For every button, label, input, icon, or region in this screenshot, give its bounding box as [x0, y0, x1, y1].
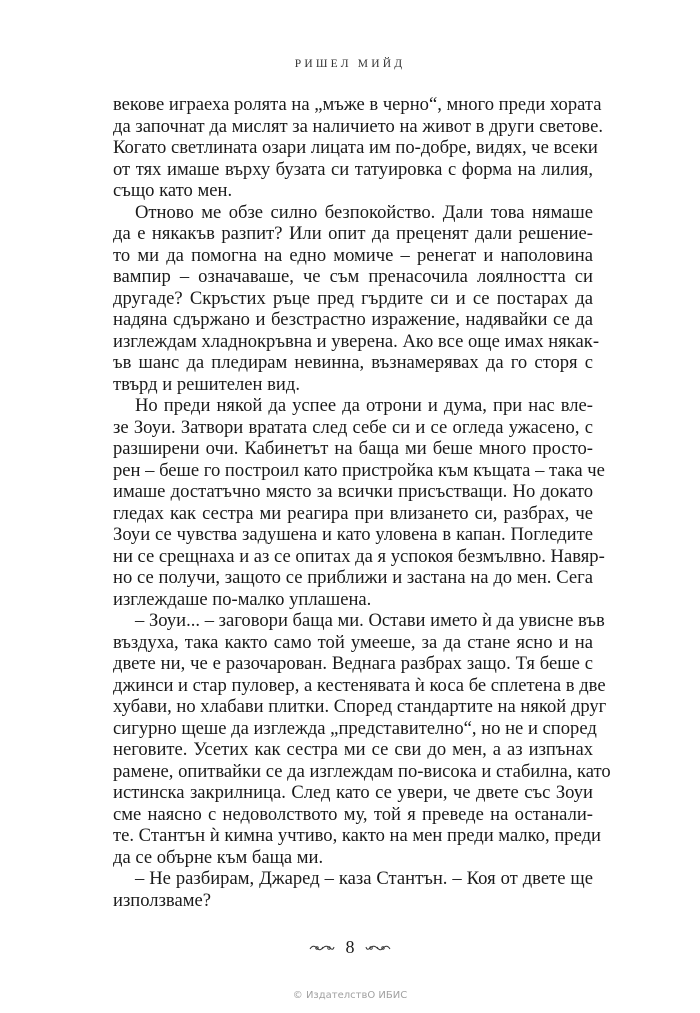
right-ornament-icon [365, 943, 391, 953]
text-line: зе Зоуи. Затвори вратата след себе си и се огледа ужасено, с [113, 416, 593, 438]
text-line: сигурно щеше да изглежда „представително“, но не и според [113, 717, 597, 739]
text-line: – Не разбирам, Джаред – каза Стантън. – Коя от двете ще [135, 868, 593, 889]
text-line: рамене, опитвайки се да изглеждам по-висока и стабилна, като [113, 760, 611, 782]
text-line: от тях имаше върху бузата си татуировка с форма на лилия, [113, 158, 593, 180]
text-line: Когато светлината озари лицата им по-добре, видях, че всеки [113, 137, 598, 158]
text-line: да се обърне към баща ми. [113, 846, 324, 868]
text-line: вампир – означаваше, че съм пренасочила лоялността си [113, 266, 593, 287]
text-line: но се получи, защото се приближи и застана на до мен. Сега [113, 567, 593, 588]
text-line: сме наясно с недоволството му, той я преведе на останали- [113, 803, 593, 825]
page-number: 8 [345, 937, 355, 958]
text-line: – Зоуи... – заговори баща ми. Остави името ѝ да увисне във [135, 610, 605, 631]
text-line: въздуха, така както само той умееше, за да стане ясно и на [113, 631, 593, 653]
text-line: да започнат да мислят за наличието на живот в други светове. [113, 115, 604, 137]
text-line: ъв шанс да пледирам невинна, възнамерявах да го сторя с [113, 352, 593, 373]
text-line: използваме? [113, 889, 211, 911]
text-line: да е някакъв разпит? Или опит да преценят дали решение- [113, 223, 593, 244]
text-line: истинска закрилница. След като се увери, че двете със Зоуи [113, 782, 593, 803]
text-line: другаде? Скръстих ръце пред гърдите си и се постарах да [113, 287, 593, 309]
body-text [113, 94, 611, 911]
running-header: РИШЕЛ МИЙД [294, 58, 406, 70]
text-line: ни се срещнаха и аз се опитах да я успокоя безмълвно. Навяр- [113, 545, 605, 567]
text-line: разширени очи. Кабинетът на баща ми беше много просто- [113, 438, 593, 459]
text-line: Зоуи се чувства задушена и като уловена в капан. Погледите [113, 524, 593, 545]
text-line: надяна сдържано и безстрастно изражение, надявайки се да [113, 309, 593, 330]
text-line: двете ни, че е разочарован. Веднага разбрах защо. Тя беше с [113, 653, 593, 674]
text-line: хубави, но хлабави плитки. Според стандартите на някой друг [113, 696, 607, 717]
page-number-block [0, 936, 700, 958]
text-line: векове играеха ролята на „мъже в черно“, много преди хората [113, 94, 602, 115]
text-line: Но преди някой да успее да отрони и дума, при нас вле- [135, 395, 593, 416]
left-ornament-icon [309, 943, 335, 953]
text-line: имаше достатъчно място за всички присъстващи. Но докато [113, 481, 593, 502]
text-line: гледах как сестра ми реагира при влизането си, разбрах, че [113, 502, 593, 524]
text-line: те. Стантън ѝ кимна учтиво, както на мен преди малко, преди [113, 825, 601, 846]
text-line: изглеждаше по-малко уплашена. [113, 588, 372, 610]
text-line: също като мен. [113, 180, 233, 201]
copyright-footer: © ИздателствО ИБИС [292, 990, 408, 1001]
text-line: неговите. Усетих как сестра ми се сви до мен, а аз изпънах [113, 739, 593, 760]
text-line: джинси и стар пуловер, а кестенявата ѝ коса бе сплетена в две [113, 674, 606, 696]
text-line: твърд и решителен вид. [113, 373, 300, 395]
text-line: изглеждам хладнокръвна и уверена. Ако все още имах някак- [113, 330, 600, 352]
text-line: то ми да помогна на едно момиче – ренегат и наполовина [113, 244, 593, 266]
text-line: рен – беше го построил като пристройка към къщата – така че [113, 459, 605, 481]
text-line: Отново ме обзе силно безпокойство. Дали това нямаше [135, 201, 593, 223]
